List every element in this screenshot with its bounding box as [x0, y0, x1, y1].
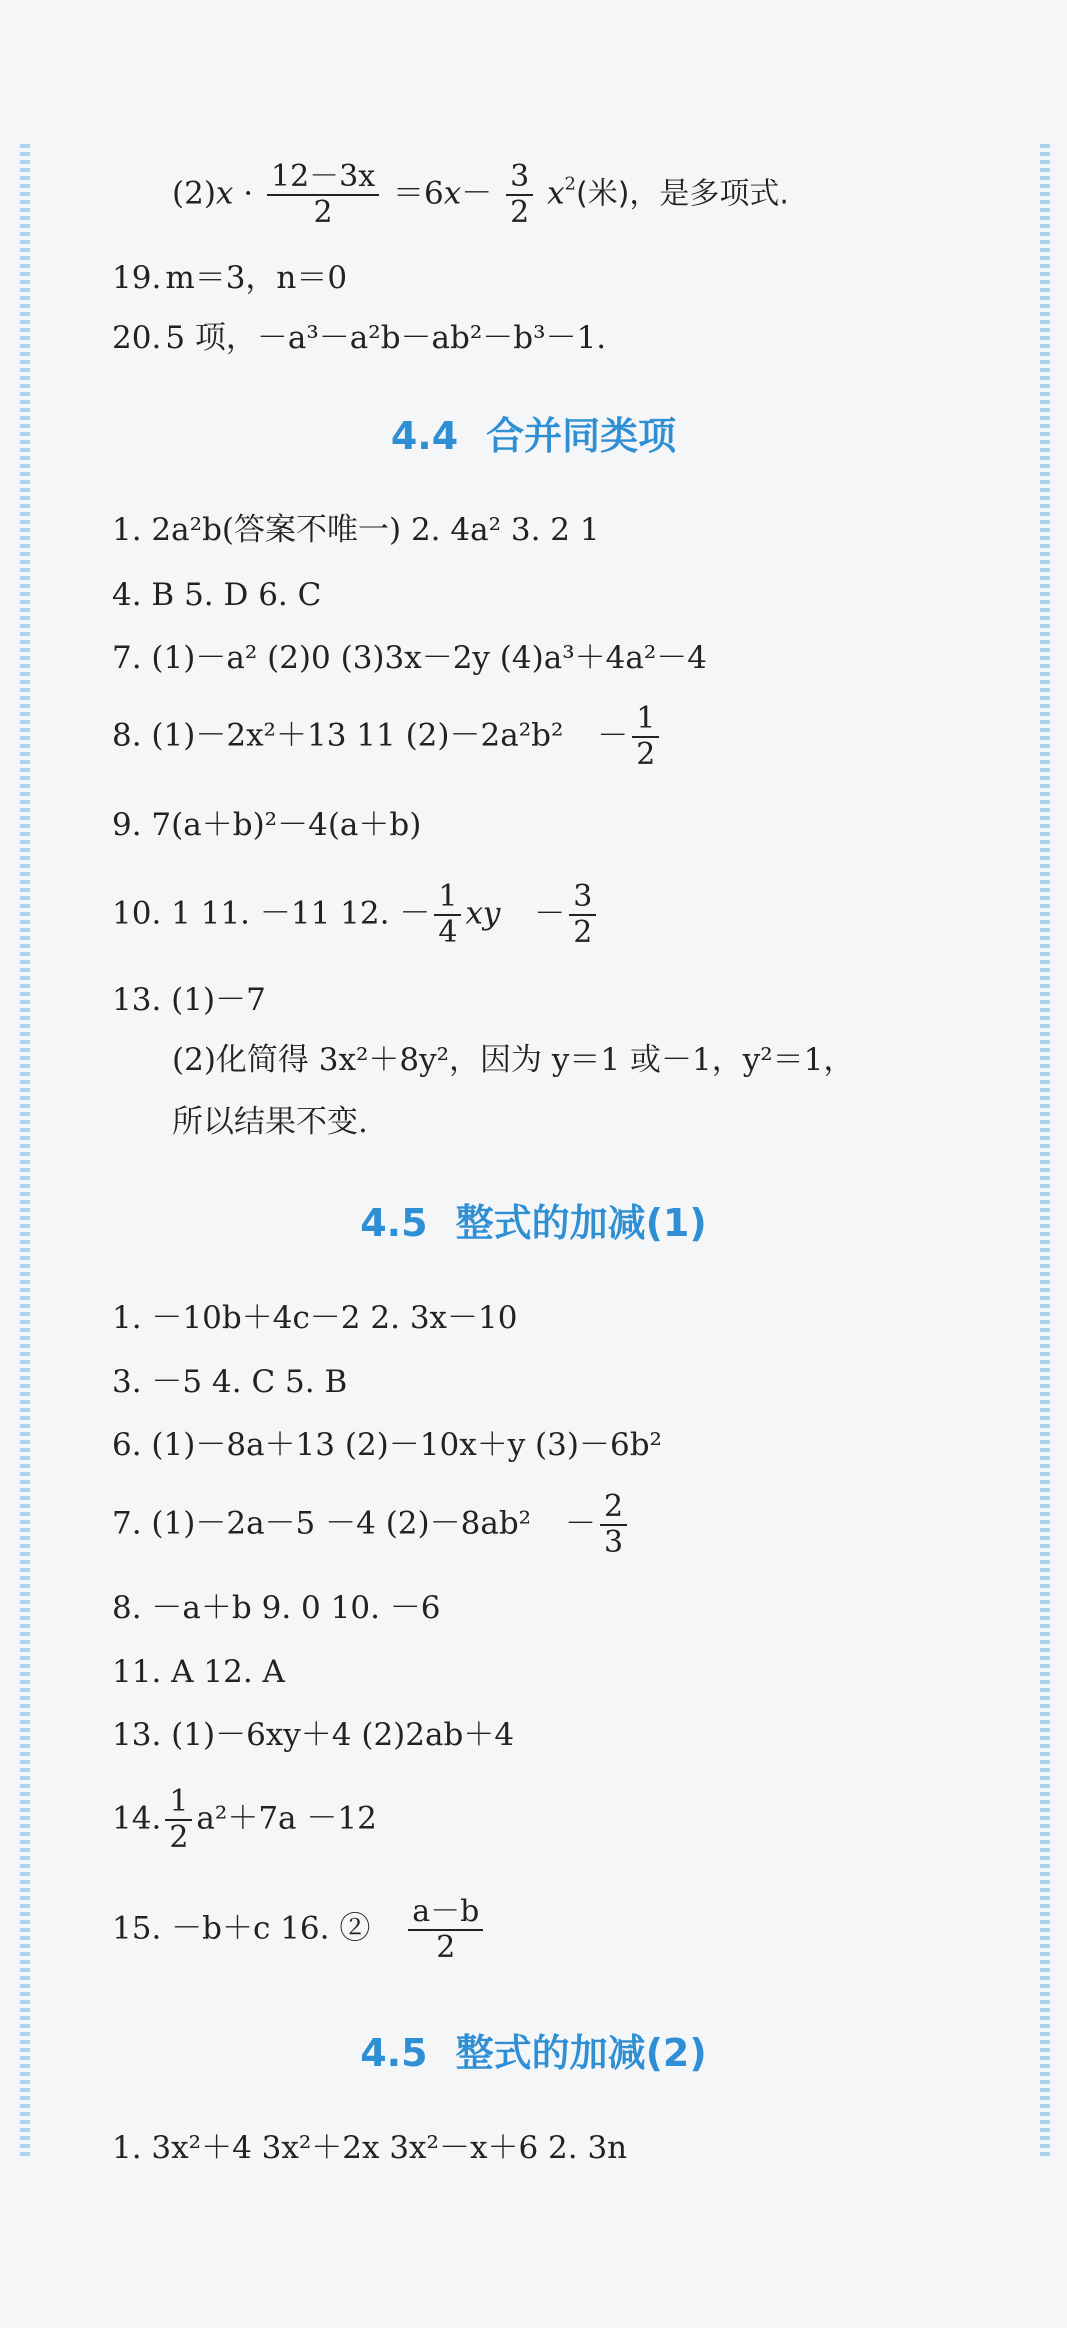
- sec44-line-7: 13. (1)－7: [112, 982, 266, 1018]
- sec45a-line-3: 6. (1)－8a＋13 (2)－10x＋y (3)－6b²: [112, 1427, 662, 1463]
- sec44-line-4: 8. (1)－2x²＋13 11 (2)－2a²b² － $\frac{1}{2}$: [112, 702, 663, 772]
- sec45a-line-7: 13. (1)－6xy＋4 (2)2ab＋4: [112, 1717, 515, 1753]
- answer-20: 20. 5 项，－a³－a²b－ab²－b³－1.: [112, 320, 607, 356]
- sec45a-line-4: 7. (1)－2a－5 －4 (2)－8ab² － $\frac{2}{3}$: [112, 1490, 631, 1560]
- sec44-line-6: 10. 1 11. －11 12. － $\frac{1}{4}$ xy － $\frac{3}{2}$: [112, 880, 600, 950]
- answer-18-2: (2)x · $\frac{12-3x}{2}$ ＝6x－ $\frac{3}{2}$ $x^2$(米)，是多项式.: [172, 159, 789, 230]
- sec45a-line-5: 8. －a＋b 9. 0 10. －6: [112, 1590, 441, 1626]
- sec44-line-5: 9. 7(a＋b)²－4(a＋b): [112, 807, 422, 843]
- sec44-line-2: 4. B 5. D 6. C: [112, 577, 322, 613]
- sec44-line-1: 1. 2a²b(答案不唯一) 2. 4a² 3. 2 1: [112, 512, 600, 548]
- section-title-4-5-1: 4.5 整式的加减(1): [360, 1201, 707, 1245]
- sec44-line-8: (2)化简得 3x²＋8y²，因为 y＝1 或－1，y²＝1，: [172, 1042, 855, 1078]
- sec45a-line-9: 15. －b＋c 16. ② $\frac{a-b}{2}$: [112, 1895, 487, 1965]
- sec44-line-3: 7. (1)－a² (2)0 (3)3x－2y (4)a³＋4a²－4: [112, 640, 707, 676]
- sec45b-line-1: 1. 3x²＋4 3x²＋2x 3x²－x＋6 2. 3n: [112, 2130, 628, 2166]
- sec45a-line-8: 14. $\frac{1}{2}$ a²＋7a －12: [112, 1784, 377, 1855]
- sec45a-line-1: 1. －10b＋4c－2 2. 3x－10: [112, 1300, 518, 1336]
- sec45a-line-6: 11. A 12. A: [112, 1654, 285, 1690]
- section-title-4-5-2: 4.5 整式的加减(2): [360, 2031, 707, 2075]
- sec45a-line-2: 3. －5 4. C 5. B: [112, 1364, 348, 1400]
- section-title-4-4: 4.4 合并同类项: [390, 414, 677, 458]
- answer-19: 19. m＝3，n＝0: [112, 260, 348, 296]
- sec44-line-9: 所以结果不变.: [172, 1104, 368, 1140]
